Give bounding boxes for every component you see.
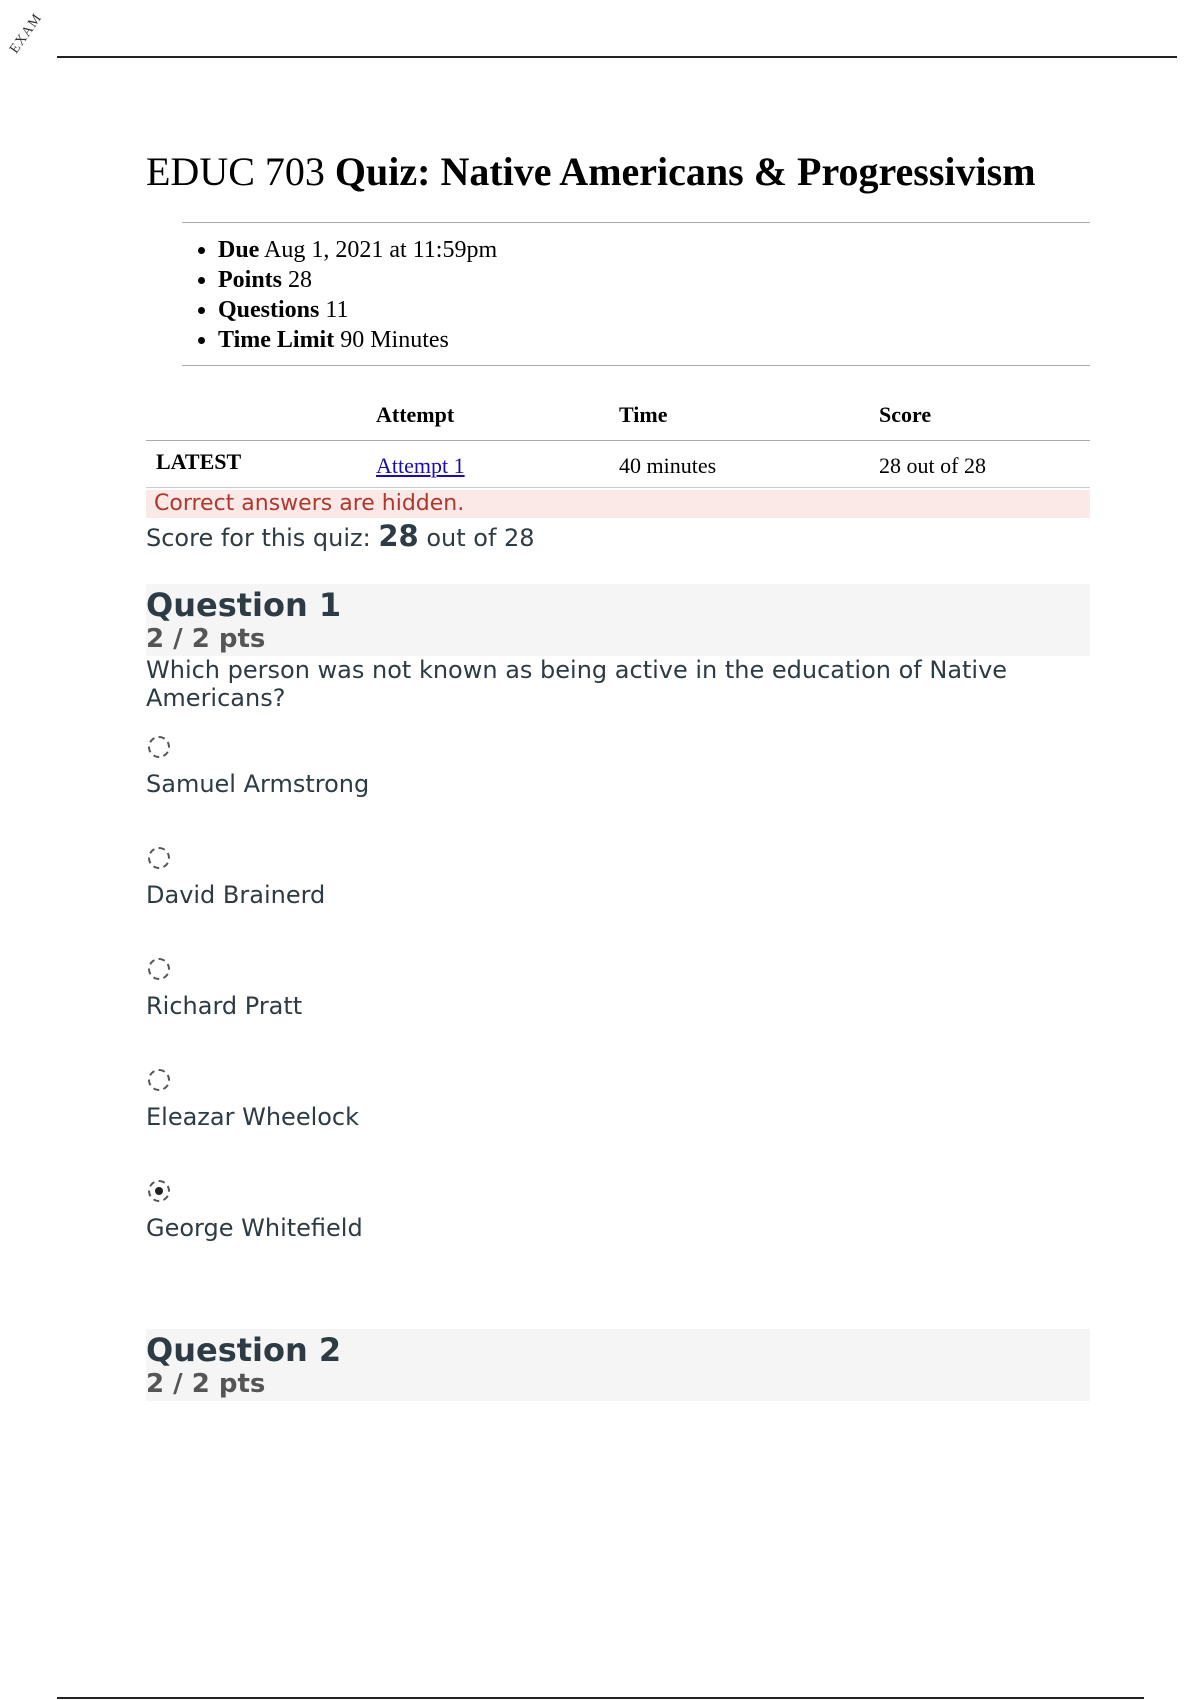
header-blank [146, 394, 366, 441]
answer-label: David Brainerd [146, 881, 326, 909]
question-1 [146, 584, 1090, 1291]
meta-due-value: Aug 1, 2021 at 11:59pm [264, 237, 498, 263]
bottom-rule [57, 1697, 1144, 1699]
header-time: Time [619, 402, 668, 427]
radio-button[interactable] [148, 847, 170, 869]
question-2-points: 2 / 2 pts [146, 1369, 266, 1399]
question-1-header [146, 584, 1090, 656]
question-2-title: Question 2 [146, 1331, 342, 1369]
answer-label: George Whitefield [146, 1214, 363, 1242]
answer-label: Eleazar Wheelock [146, 1103, 360, 1131]
question-1-title: Question 1 [146, 586, 342, 624]
radio-button[interactable] [148, 1069, 170, 1091]
answer-label: Richard Pratt [146, 992, 303, 1020]
radio-button[interactable] [148, 958, 170, 980]
meta-time-limit-label: Time Limit [218, 327, 335, 353]
score-value: 28 [378, 519, 419, 553]
answer-option [146, 1069, 1090, 1180]
quiz-meta-list [182, 235, 1090, 355]
attempt-cell [366, 441, 609, 488]
attempts-header-row [146, 394, 1090, 441]
question-1-text: Which person was not known as being active in the education of Native Americans? [146, 656, 1008, 712]
score-prefix: Score for this quiz: [146, 524, 371, 552]
question-2-header [146, 1329, 1090, 1401]
answer-label: Samuel Armstrong [146, 770, 370, 798]
radio-button[interactable] [148, 736, 170, 758]
answer-option [146, 847, 1090, 958]
answer-option [146, 958, 1090, 1069]
header-attempt: Attempt [376, 402, 455, 427]
time-cell: 40 minutes [619, 453, 717, 478]
meta-questions-value: 11 [325, 297, 349, 323]
question-1-answers [146, 736, 1090, 1291]
answers-hidden-notice: Correct answers are hidden. [146, 490, 1090, 518]
quiz-details [182, 222, 1090, 366]
meta-points-label: Points [218, 267, 283, 293]
score-cell: 28 out of 28 [879, 453, 986, 478]
latest-tag: LATEST [156, 449, 242, 474]
course-code: EDUC 703 [146, 149, 325, 194]
meta-due [218, 235, 1090, 265]
quiz-score-summary [146, 520, 1090, 554]
page-title [146, 148, 1090, 196]
attempt-link[interactable]: Attempt 1 [376, 453, 465, 478]
answer-option [146, 1180, 1090, 1291]
meta-points-value: 28 [288, 267, 313, 293]
meta-time-limit [218, 325, 1090, 355]
answer-option [146, 736, 1090, 847]
header-score: Score [879, 402, 932, 427]
watermark: EXAM [7, 10, 46, 57]
quiz-name: Quiz: Native Americans & Progressivism [334, 149, 1036, 194]
question-1-points: 2 / 2 pts [146, 624, 266, 654]
meta-questions-label: Questions [218, 297, 320, 323]
question-2 [146, 1329, 1090, 1401]
table-row [146, 441, 1090, 488]
score-suffix: out of 28 [426, 524, 535, 552]
radio-button-selected[interactable] [148, 1180, 170, 1202]
attempts-table [146, 394, 1090, 488]
meta-time-limit-value: 90 Minutes [340, 327, 449, 353]
top-rule [57, 56, 1177, 58]
meta-points [218, 265, 1090, 295]
meta-questions [218, 295, 1090, 325]
meta-due-label: Due [218, 237, 260, 263]
quiz-content [146, 148, 1090, 1401]
